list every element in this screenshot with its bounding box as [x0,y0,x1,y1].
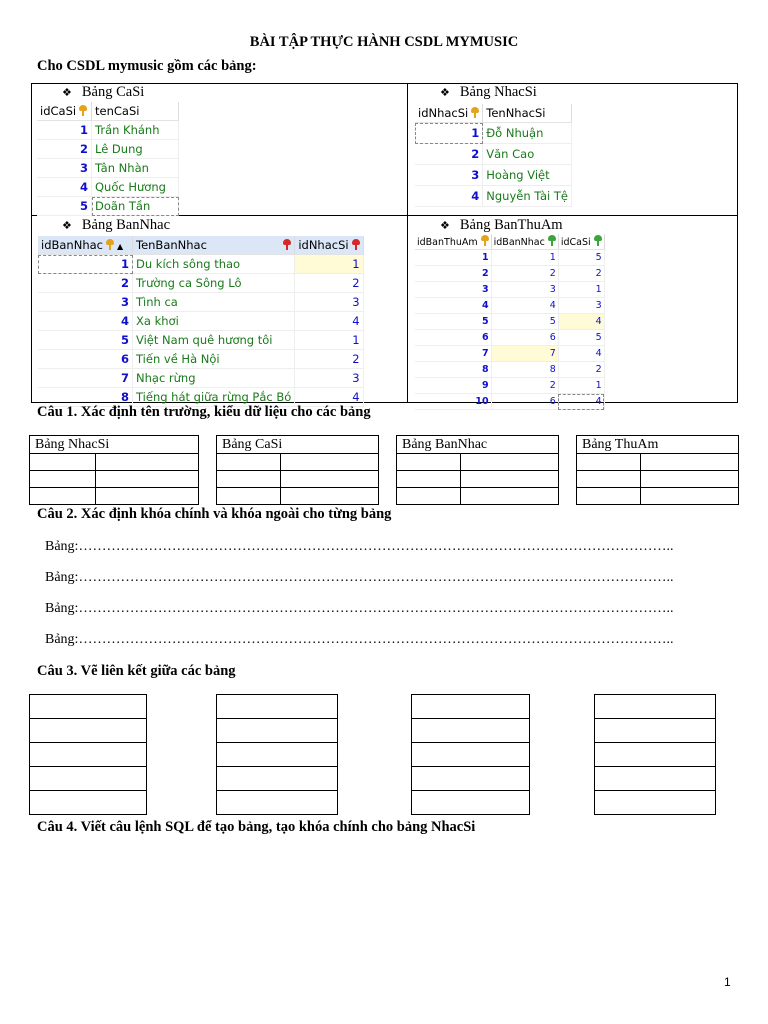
answer-table-casi: Bảng CaSi [216,435,379,505]
answer-table-nhacsi: Bảng NhacSi [29,435,199,505]
diagram-box-2 [216,694,338,815]
table-row: 3 3 1 [415,282,604,298]
col-header: idBanNhac ▲ [38,236,133,255]
answer-line[interactable]: Bảng:……………………………………………………………………………………………………………….. [45,570,674,585]
intro-text: Cho CSDL mymusic gồm các bảng: [37,58,257,74]
grid-bannhac [38,236,364,407]
table-row: 10 6 4 [415,394,604,410]
table-row: 4 Quốc Hương [37,178,179,197]
question-3: Câu 3. Vẽ liên kết giữa các bảng [37,663,236,679]
table-row: 2 2 2 [415,266,604,282]
table-row: 9 2 1 [415,378,604,394]
gold-key-icon [471,107,479,118]
red-key-icon [283,239,291,250]
col-header: TenNhacSi [483,104,572,123]
page-title: BÀI TẬP THỰC HÀNH CSDL MYMUSIC [249,34,519,50]
answer-line[interactable]: Bảng:……………………………………………………………………………………………………………….. [45,539,674,554]
answer-line[interactable]: Bảng:……………………………………………………………………………………………………………….. [45,601,674,616]
table-row: 1 Trần Khánh [37,121,179,140]
table-row: 1 Du kích sông thao 1 [38,255,363,274]
col-header: TenBanNhac [133,236,295,255]
answer-table-bannhac: Bảng BanNhac [396,435,559,505]
table-row: 8 Tiếng hát giữa rừng Pắc Bó 4 [38,388,363,407]
gold-key-icon [481,235,489,246]
gold-key-icon [106,239,114,250]
table-row: 3 Tân Nhàn [37,159,179,178]
table-row: 2 Trường ca Sông Lô 2 [38,274,363,293]
diamond-bullet-icon: ❖ [62,220,72,232]
col-header: idBanNhac [491,234,558,250]
diamond-bullet-icon: ❖ [62,87,72,99]
table-row: 7 7 4 [415,346,604,362]
diagram-box-3 [411,694,530,815]
question-2: Câu 2. Xác định khóa chính và khóa ngoài cho từng bảng [37,506,392,522]
table-row: 1 1 5 [415,250,604,266]
table-row: 3 Tình ca 3 [38,293,363,312]
col-header: idNhacSi [415,104,483,123]
table-row: 2 Văn Cao [415,144,571,165]
table-row: 1 Đỗ Nhuận [415,123,571,144]
table-row: 6 6 5 [415,330,604,346]
green-key-icon [548,235,556,246]
table-row: 5 Doãn Tần [37,197,179,216]
diagram-box-4 [594,694,716,815]
caption-banthuam: ❖ Bảng BanThuAm [440,217,563,233]
answer-line[interactable]: Bảng:……………………………………………………………………………………………………………….. [45,632,674,647]
diamond-bullet-icon: ❖ [440,87,450,99]
frame-divider-vertical [407,83,408,403]
gold-key-icon [79,105,87,116]
table-row: 4 4 3 [415,298,604,314]
col-header: idBanThuAm [415,234,491,250]
answer-table-thuam: Bảng ThuAm [576,435,739,505]
table-row: 5 Việt Nam quê hương tôi 1 [38,331,363,350]
table-row: 5 5 4 [415,314,604,330]
grid-banthuam [415,234,605,410]
question-4: Câu 4. Viết câu lệnh SQL để tạo bảng, tạo khóa chính cho bảng NhacSi [37,819,476,835]
page-number: 1 [724,975,731,989]
red-key-icon [352,239,360,250]
table-row: 2 Lê Dung [37,140,179,159]
col-header: tenCaSi [92,102,179,121]
question-1: Câu 1. Xác định tên trường, kiểu dữ liệu cho các bảng [37,404,371,420]
table-row: 3 Hoàng Việt [415,165,571,186]
grid-nhacsi [415,104,572,207]
table-row: 4 Nguyễn Tài Tệ [415,186,571,207]
table-row: 4 Xa khơi 4 [38,312,363,331]
diagram-box-1 [29,694,147,815]
col-header: idCaSi [558,234,604,250]
caption-bannhac: ❖ Bảng BanNhac [62,217,171,233]
table-row: 7 Nhạc rừng 3 [38,369,363,388]
table-row: 8 8 2 [415,362,604,378]
green-key-icon [594,235,602,246]
grid-casi [37,102,179,216]
caption-casi: ❖ Bảng CaSi [62,84,145,100]
sort-ascending-icon: ▲ [116,242,124,251]
diamond-bullet-icon: ❖ [440,220,450,232]
col-header: idCaSi [37,102,92,121]
table-row: 6 Tiến về Hà Nội 2 [38,350,363,369]
caption-nhacsi: ❖ Bảng NhacSi [440,84,537,100]
col-header: idNhacSi [295,236,363,255]
